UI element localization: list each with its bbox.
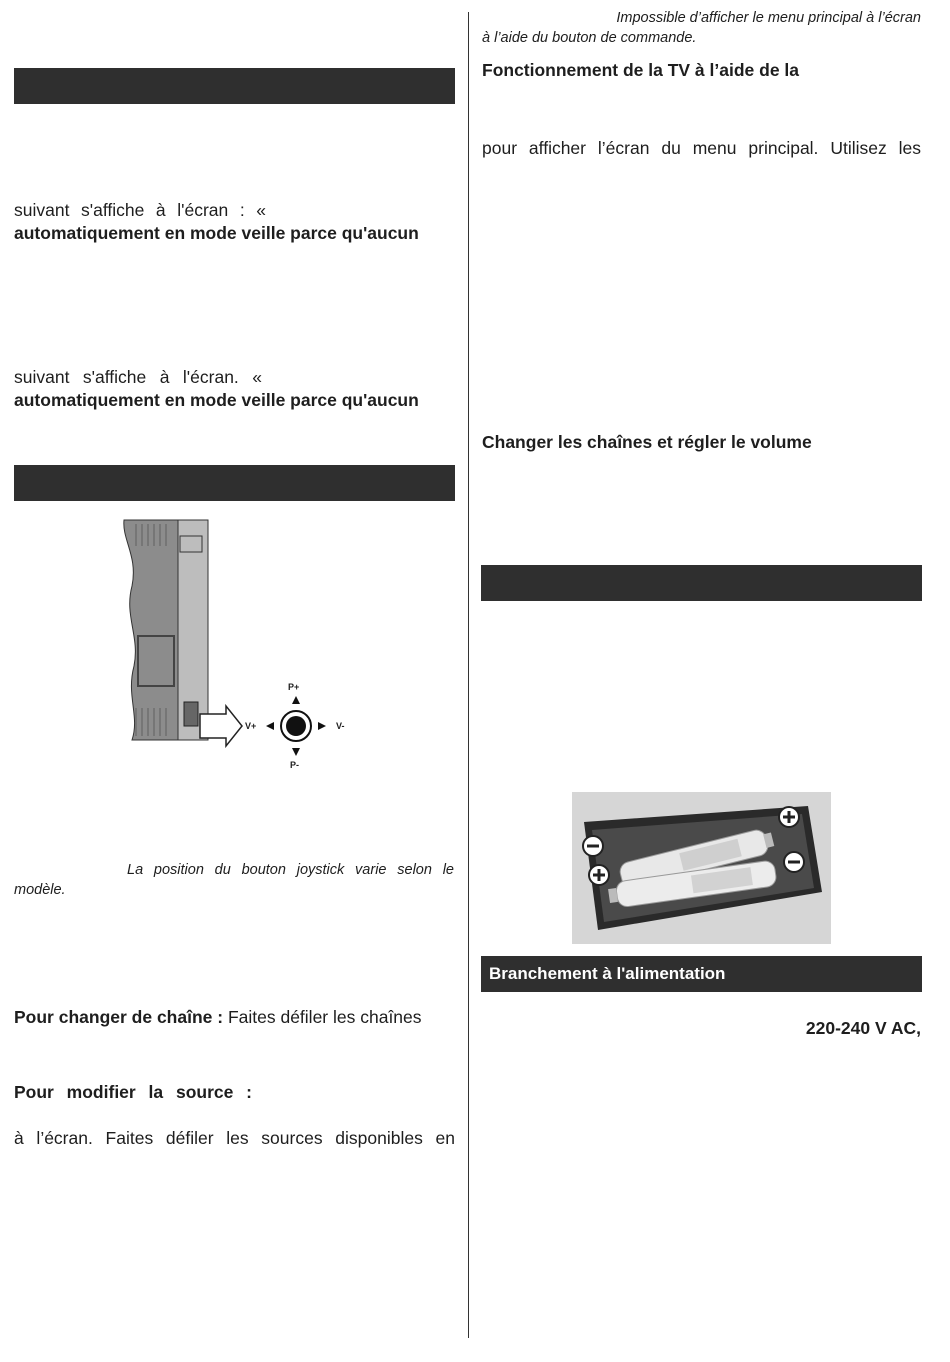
tv-joystick-illustration <box>118 516 358 776</box>
joystick-note-line-1: La position du bouton joystick varie selon le <box>127 862 454 878</box>
standby-bold-1: automatiquement en mode veille parce qu'aucun <box>14 223 419 243</box>
change-channel-text: Faites défiler les chaînes <box>227 1007 422 1027</box>
tv-side-panel-drawing <box>118 516 358 776</box>
standby-message-2: suivant s'affiche à l'écran. « <box>14 367 262 387</box>
modify-source-label: Pour modifier la source : <box>14 1082 252 1102</box>
column-divider <box>468 12 469 1338</box>
joystick-note-line-2: modèle. <box>14 882 66 898</box>
menu-note-line-1: Impossible d’afficher le menu principal à l’écran <box>616 10 921 26</box>
section-header-bar-2 <box>14 465 455 501</box>
joystick-v-minus-label: V- <box>336 721 345 731</box>
menu-note-line-2: à l’aide du bouton de commande. <box>482 30 697 46</box>
channels-volume-heading: Changer les chaînes et régler le volume <box>482 432 812 452</box>
standby-message-1: suivant s'affiche à l'écran : « <box>14 200 266 220</box>
change-channel-label: Pour changer de chaîne : <box>14 1007 224 1027</box>
section-header-bar-3 <box>481 565 922 601</box>
source-text: à l’écran. Faites défiler les sources disponibles en <box>14 1128 455 1148</box>
main-menu-text: pour afficher l’écran du menu principal. Utilisez les <box>482 138 921 158</box>
power-section-title: Branchement à l'alimentation <box>489 964 726 983</box>
voltage-text: 220-240 V AC, <box>805 1018 921 1038</box>
joystick-p-minus-label: P- <box>290 760 299 770</box>
joystick-p-plus-label: P+ <box>288 682 300 692</box>
tv-operation-heading: Fonctionnement de la TV à l’aide de la <box>482 60 800 80</box>
power-section-header <box>481 956 922 992</box>
change-channel-paragraph <box>14 1006 455 1028</box>
section-header-bar-1 <box>14 68 455 104</box>
standby-bold-2: automatiquement en mode veille parce qu'aucun <box>14 390 419 410</box>
joystick-v-plus-label: V+ <box>245 721 257 731</box>
battery-compartment-image <box>572 792 831 944</box>
battery-drawing <box>572 792 831 944</box>
